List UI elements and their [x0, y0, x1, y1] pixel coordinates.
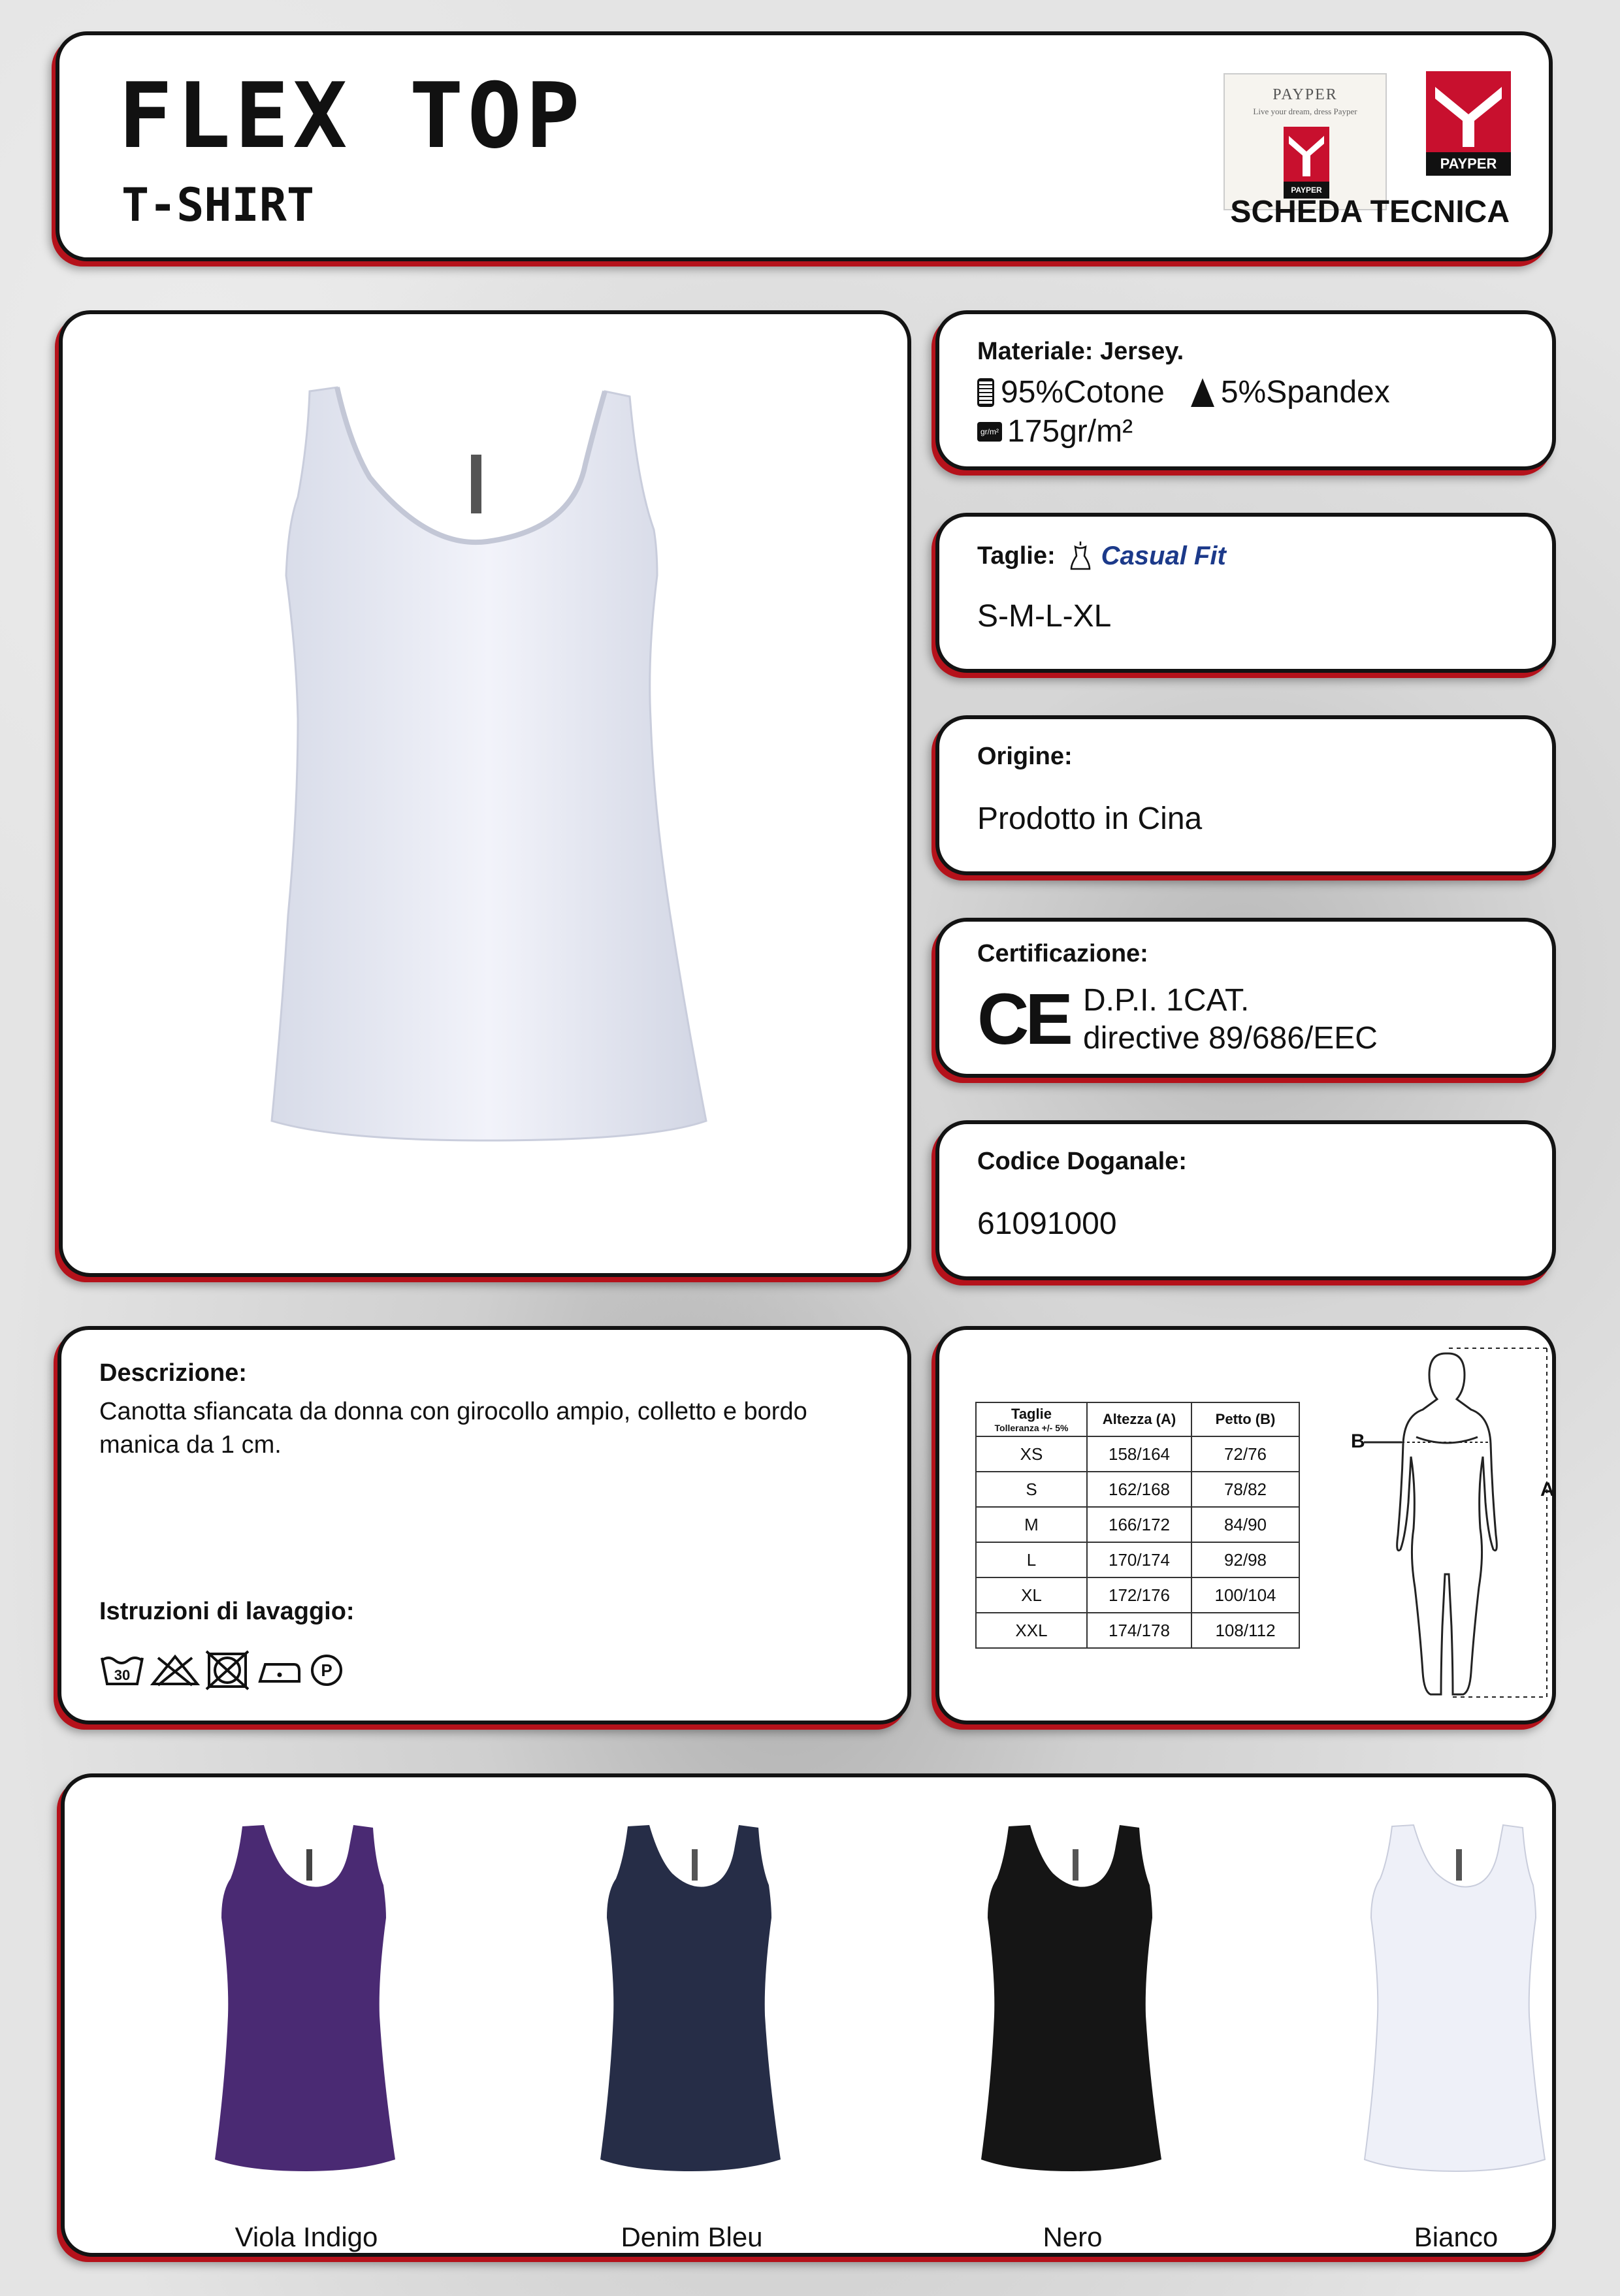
origin-panel — [935, 715, 1556, 875]
certification-label: Certificazione: — [977, 940, 1148, 967]
figure-label-b: B — [1351, 1431, 1365, 1452]
weight-gsm-icon: gr/m² — [977, 422, 1002, 442]
size-table-header-size — [976, 1402, 1087, 1436]
product-title: FLEX TOP — [118, 63, 584, 169]
iron-low-icon — [256, 1653, 303, 1688]
height-cell: 158/164 — [1087, 1436, 1191, 1472]
table-row — [976, 1577, 1299, 1613]
payper-y-logo-icon — [1426, 71, 1511, 152]
sizes-label: Taglie: — [977, 542, 1056, 570]
size-tolerance: Tolleranza +/- 5% — [994, 1423, 1069, 1433]
no-bleach-icon — [150, 1653, 200, 1688]
material-composition — [977, 374, 1390, 410]
wash-30-icon — [99, 1653, 145, 1688]
brand-logo-band: PAYPER — [1426, 152, 1511, 176]
dress-form-icon — [1067, 540, 1094, 572]
height-cell: 174/178 — [1087, 1613, 1191, 1648]
chest-cell: 78/82 — [1191, 1472, 1299, 1507]
size-header-label: Taglie — [1011, 1406, 1052, 1422]
sizes-panel — [935, 513, 1556, 673]
size-cell: XL — [976, 1577, 1087, 1613]
label-logo-tagline: Live your dream, dress Payper — [1253, 106, 1357, 116]
height-cell: 172/176 — [1087, 1577, 1191, 1613]
material-weight: 175gr/m² — [1007, 414, 1133, 449]
height-cell: 162/168 — [1087, 1472, 1191, 1507]
certification-text — [1083, 982, 1378, 1057]
color-swatch-nero — [968, 1820, 1177, 2252]
color-name: Bianco — [1414, 2222, 1498, 2252]
no-tumble-dry-icon — [205, 1650, 251, 1690]
label-logo-band: PAYPER — [1284, 182, 1329, 199]
tanktop-image — [1352, 1820, 1561, 2173]
tanktop-white-image — [63, 314, 907, 1273]
size-cell: M — [976, 1507, 1087, 1542]
size-cell: XS — [976, 1436, 1087, 1472]
material-weight-row — [977, 413, 1133, 449]
fit-type: Casual Fit — [1101, 541, 1226, 570]
customs-code-value: 61091000 — [977, 1206, 1117, 1241]
tanktop-image — [968, 1820, 1177, 2173]
wash-temperature: 30 — [114, 1667, 131, 1683]
sheet-label: SCHEDA TECNICA — [1230, 195, 1510, 229]
professional-clean-letter: P — [321, 1660, 332, 1680]
product-image-panel — [59, 310, 911, 1277]
size-table-header-height: Altezza (A) — [1087, 1402, 1191, 1436]
table-row — [976, 1436, 1299, 1472]
color-name: Viola Indigo — [235, 2222, 378, 2252]
figure-label-a: A — [1540, 1479, 1555, 1500]
label-logo-mark — [1284, 127, 1329, 199]
table-row — [976, 1507, 1299, 1542]
origin-label: Origine: — [977, 743, 1073, 770]
table-row — [976, 1613, 1299, 1648]
payper-label-logo — [1223, 73, 1387, 210]
washing-label: Istruzioni di lavaggio: — [99, 1598, 355, 1625]
color-swatch-viola-indigo — [202, 1820, 411, 2252]
size-cell: S — [976, 1472, 1087, 1507]
cotton-spool-icon — [977, 378, 994, 407]
payper-y-icon — [1284, 127, 1329, 182]
sizes-label-row — [977, 540, 1226, 572]
table-row — [976, 1472, 1299, 1507]
product-subtitle: T-SHIRT — [122, 178, 315, 232]
body-measurement-figure — [1325, 1339, 1586, 1718]
description-text: Canotta sfiancata da donna con girocollo ampio, colletto e bordo manica da 1 cm. — [99, 1398, 807, 1459]
material-panel — [935, 310, 1556, 470]
label-logo-brand: PAYPER — [1272, 86, 1338, 103]
chest-cell: 108/112 — [1191, 1613, 1299, 1648]
size-cell: L — [976, 1542, 1087, 1577]
spandex-icon — [1191, 378, 1214, 407]
color-swatch-denim-bleu — [587, 1820, 796, 2252]
payper-brand-logo — [1426, 71, 1511, 176]
size-cell: XXL — [976, 1613, 1087, 1648]
size-table-header-chest: Petto (B) — [1191, 1402, 1299, 1436]
height-cell: 166/172 — [1087, 1507, 1191, 1542]
header-panel — [56, 31, 1553, 261]
customs-code-panel — [935, 1120, 1556, 1280]
size-chart-panel — [935, 1326, 1556, 1724]
origin-value: Prodotto in Cina — [977, 801, 1203, 836]
certification-line-1: D.P.I. 1CAT. — [1083, 983, 1250, 1018]
color-swatch-bianco — [1352, 1820, 1561, 2252]
colors-panel — [61, 1773, 1556, 2257]
professional-clean-p-icon — [308, 1652, 345, 1689]
material-label: Materiale: Jersey. — [977, 338, 1184, 365]
spandex-percent: 5%Spandex — [1220, 375, 1390, 410]
height-cell: 170/174 — [1087, 1542, 1191, 1577]
cotton-percent: 95%Cotone — [1001, 375, 1165, 410]
customs-code-label: Codice Doganale: — [977, 1148, 1187, 1175]
chest-cell: 92/98 — [1191, 1542, 1299, 1577]
certification-panel — [935, 918, 1556, 1078]
ce-mark-icon: CE — [977, 979, 1069, 1059]
chest-cell: 72/76 — [1191, 1436, 1299, 1472]
size-table-header-row — [976, 1402, 1299, 1436]
chest-cell: 84/90 — [1191, 1507, 1299, 1542]
certification-line-2: directive 89/686/EEC — [1083, 1020, 1378, 1056]
description-panel — [57, 1326, 911, 1724]
sizes-value: S-M-L-XL — [977, 599, 1112, 634]
color-name: Nero — [1043, 2222, 1103, 2252]
table-row — [976, 1542, 1299, 1577]
description-label: Descrizione: — [99, 1359, 247, 1387]
tanktop-image — [202, 1820, 411, 2173]
chest-cell: 100/104 — [1191, 1577, 1299, 1613]
color-name: Denim Bleu — [621, 2222, 763, 2252]
washing-icons — [99, 1650, 345, 1690]
tanktop-image — [587, 1820, 796, 2173]
size-table — [975, 1402, 1300, 1649]
